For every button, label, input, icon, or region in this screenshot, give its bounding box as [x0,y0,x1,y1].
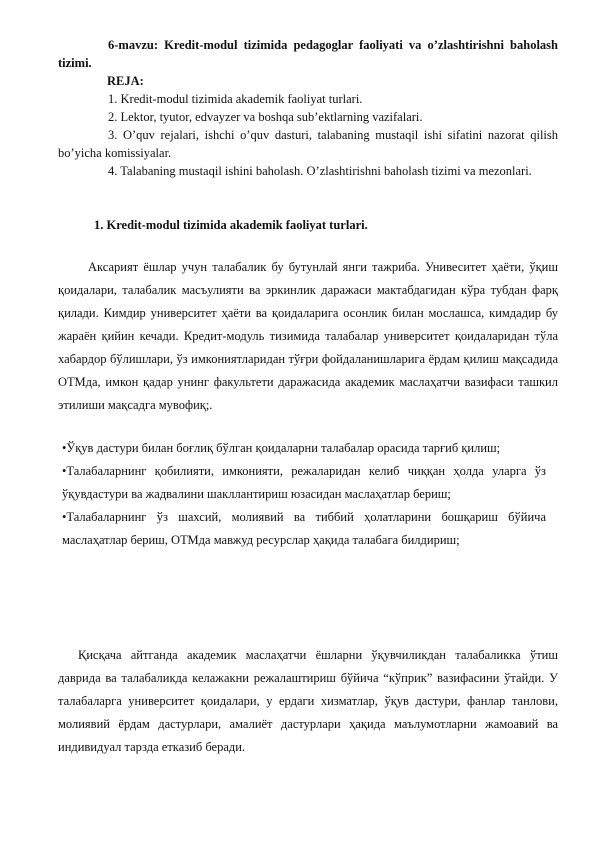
bullet-item: •Талабаларнинг қобилияти, имконияти, режаларидан келиб чиққан ҳолда уларга ўз ўқувдастури ва жадвалини шакллантириш юзасидан маслаҳатлар бериш; [62,464,546,501]
plan-item: 2. Lektor, tyutor, edvayzer va boshqa sub’ektlarning vazifalari. [108,110,423,124]
body-paragraph: Аксарият ёшлар учун талабалик бу бутунлай янги тажриба. Унивеситет ҳаёти, ўқиш қоидалари, талабалик масъулияти ва эркинлик даражаси мактабдагидан кўра тубдан фарқ қилади. Кимдир университет ҳаёти ва қоидаларига осонлик билан мослашса, кимдадир бу жараён қийин кечади. Кредит-модуль тизимида талабалар университет қоидаларидан тўла хабардор бўлишлари, ўз имкониятларидан тўғри фойдаланишларига ёрдам қилиш мақсадида ОТМда, имкон қадар унинг факультети даражасида академик маслаҳатчи вазифаси ташкил этилиши мақсадга мувофиқ;. [58,260,558,412]
plan-label: REJA: [107,74,144,88]
body-paragraph: Қисқача айтганда академик маслаҳатчи ёшларни ўқувчиликдан талабаликка ўтиш даврида ва талабаликда келажакни режалаштириш бўйича “кўприк” вазифасини ўтайди. У талабаларга университет қоидалари, у ердаги хизматлар, ўқув дастури, фанлар танлови, молиявий ёрдам дастурлари, амалиёт дастурлари ҳақида маълумотларни жамоавий ва индивидуал тарзда етказиб беради. [58,648,558,754]
bullet-item: •Ўқув дастури билан боғлиқ бўлган қоидаларни талабалар орасида тарғиб қилиш; [62,441,501,455]
plan-item: 4. Talabaning mustaqil ishini baholash. O’zlashtirishni baholash tizimi va mezonlari. [108,164,532,178]
plan-item: 1. Kredit-modul tizimida akademik faoliyat turlari. [108,92,363,106]
bullet-list [62,437,546,552]
section-title: 1. Kredit-modul tizimida akademik faoliyat turlari. [94,218,368,232]
bullet-item: •Талабаларнинг ўз шахсий, молиявий ва тиббий ҳолатларини бошқариш бўйича маслаҳатлар бериш, ОТМда мавжуд ресурслар ҳақида талабага билдириш; [62,510,546,547]
plan-item: 3. O’quv rejalari, ishchi o’quv dasturi, talabaning mustaqil ishi sifatini nazorat qilish bo’yicha komissiyalar. [58,128,558,160]
topic-heading: 6-mavzu: Kredit-modul tizimida pedagoglar faoliyati va o’zlashtirishni baholash tizimi. [58,38,558,70]
